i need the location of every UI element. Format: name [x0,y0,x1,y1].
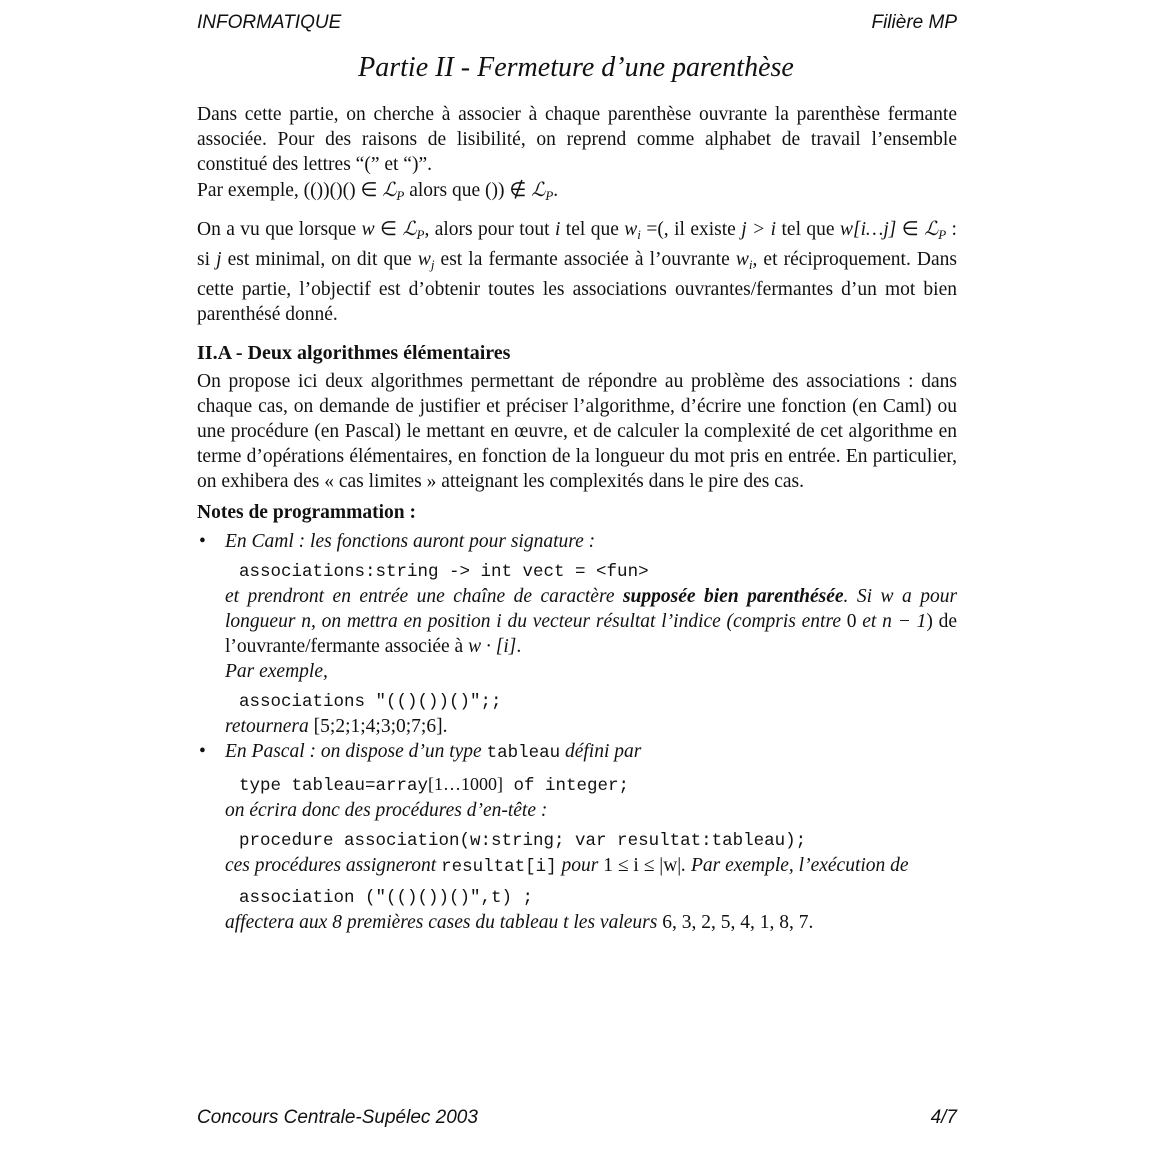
bullet-dot: • [199,531,206,552]
notes-heading: Notes de programmation : [197,502,416,523]
pascal-example-code: association ("(()())()",t) ; [239,888,534,908]
pascal-result: affectera aux 8 premières cases du tableau t les valeurs 6, 3, 2, 5, 4, 1, 8, 7. [225,912,814,933]
page-footer [197,1107,957,1129]
page-header [197,12,957,34]
intro-paragraph-1: Dans cette partie, on cherche à associer à chaque parenthèse ouvrante la parenthèse fermante associée. Pour des raisons de lisibilité, on reprend comme alphabet de travail l’ensemble constitué des lettres “(” et “)”. [197,104,957,175]
pascal-type-code: type tableau=array[1…1000] of integer; [239,774,630,796]
caml-result: retournera [5;2;1;4;3;0;7;6]. [225,716,448,737]
section-paragraph: On propose ici deux algorithmes permettant de répondre au problème des associations : dans chaque cas, on demande de justifier et préciser l’algorithme, d’écrire une fonction (en Caml) ou une procédure (en Pascal) le mettant en œuvre, et de calculer la complexité de cet algorithme en terme d’opérations élémentaires, en fonction de la longueur du mot pris en entrée. En particulier, on exhibera des « cas limites » atteignant les complexités dans le pire des cas. [197,371,957,492]
intro-paragraph-3: On a vu que lorsque w ∈ ℒ$_P$, alors pour tout i tel que $w_i$ =(, il existe j > i tel que w[i…j] ∈ ℒ$_P$ : si j est minimal, on dit que $w_j$ est la fermante associée à l’ouvrante $w_i$, et réciproquement. Dans cette partie, l’objectif est d’obtenir toutes les associations ouvrantes/fermantes d’un mot bien parenthésé donné. [197,217,957,325]
caml-example-code: associations "(()())()";; [239,692,502,712]
caml-intro: En Caml : les fonctions auront pour signature : [225,531,596,552]
intro-paragraph-2: Par exemple, (())()() ∈ ℒ$_P$ alors que ()) ∉ ℒ$_P$. [197,178,559,203]
pascal-procedure-code: procedure association(w:string; var resultat:tableau); [239,831,807,851]
page-title: Partie II - Fermeture d’une parenthèse [358,52,794,83]
page-number: 4/7 [930,1107,957,1128]
header-track: Filière MP [871,12,957,33]
bullet-dot: • [199,741,206,762]
caml-bullet [197,529,957,554]
pascal-text-2: ces procédures assigneront resultat[i] pour 1 ≤ i ≤ |w|. Par exemple, l’exécution de [225,855,909,877]
document-body [197,102,957,935]
header-subject: INFORMATIQUE [197,12,342,33]
section-heading: II.A - Deux algorithmes élémentaires [197,342,511,364]
pascal-text-1: on écrira donc des procédures d’en-tête : [225,800,548,821]
caml-signature-code: associations:string -> int vect = <fun> [239,562,649,582]
caml-text-1: et prendront en entrée une chaîne de caractère supposée bien parenthésée. Si w a pour longueur n, on mettra en position i du vecteur résultat l’indice (compris entre 0 et n − 1) de l’ouvrante/fermante associée à w · [i]. Par exemple, [225,586,958,682]
footer-contest: Concours Centrale-Supélec 2003 [197,1107,478,1128]
pascal-bullet: • En Pascal : on dispose d’un type tableau défini par [199,741,642,763]
